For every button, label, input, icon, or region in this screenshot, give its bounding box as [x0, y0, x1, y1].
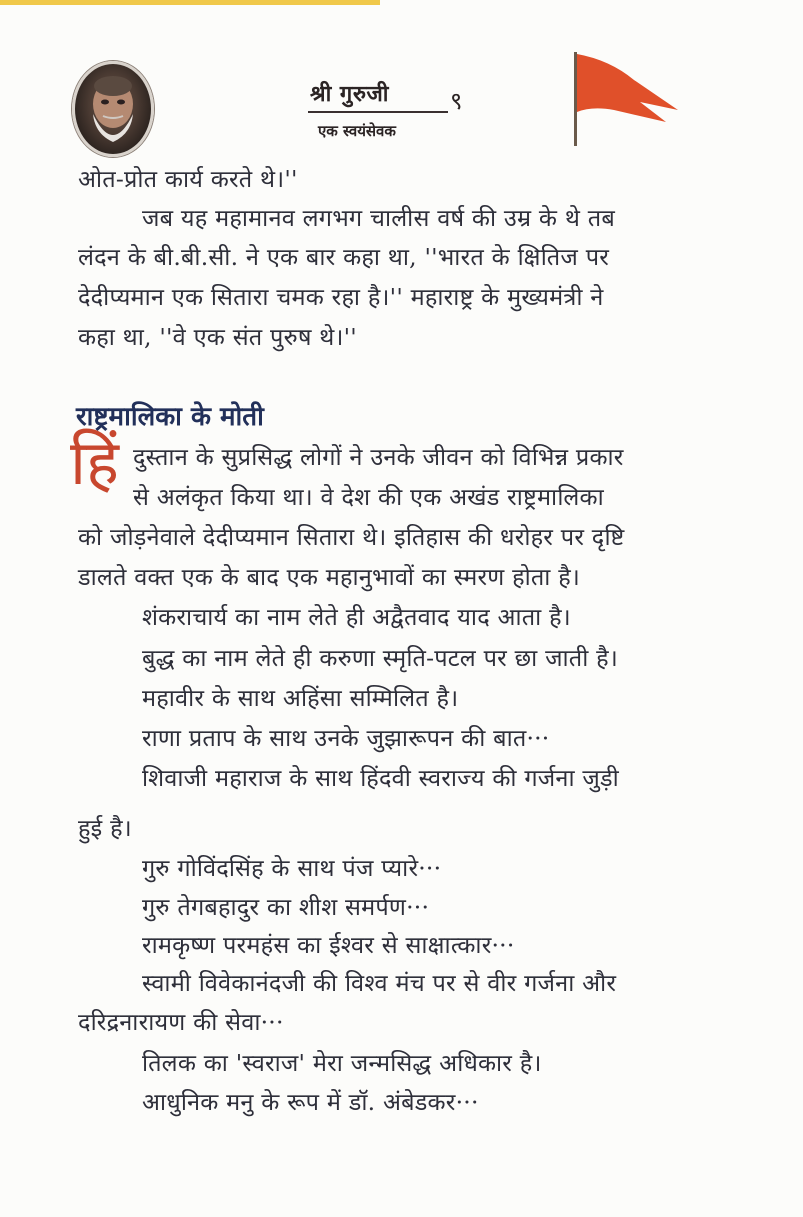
text-line: शंकराचार्य का नाम लेते ही अद्वैतवाद याद आता है।: [142, 603, 571, 631]
text-line: गुरु गोविंदसिंह के साथ पंज प्यारे···: [142, 854, 442, 882]
text-line: रामकृष्ण परमहंस का ईश्वर से साक्षात्कार···: [142, 931, 515, 959]
text-line: दुस्तान के सुप्रसिद्ध लोगों ने उनके जीवन को विभिन्न प्रकार: [133, 443, 624, 471]
text-line: स्वामी विवेकानंदजी की विश्व मंच पर से वीर गर्जना और: [142, 969, 617, 997]
header-subtitle: एक स्वयंसेवक: [318, 122, 396, 140]
text-line: देदीप्यमान एक सितारा चमक रहा है।'' महाराष्ट्र के मुख्यमंत्री ने: [78, 283, 604, 311]
text-line: शिवाजी महाराज के साथ हिंदवी स्वराज्य की गर्जना जुड़ी: [142, 764, 619, 792]
text-line: बुद्ध का नाम लेते ही करुणा स्मृति-पटल पर छा जाती है।: [142, 644, 618, 672]
author-portrait: [72, 61, 154, 157]
section-heading: राष्ट्रमालिका के मोती: [76, 402, 264, 432]
header-title: श्री गुरुजी: [310, 82, 389, 107]
saffron-flag-icon: [570, 50, 685, 146]
text-line: दरिद्रनारायण की सेवा···: [78, 1008, 284, 1036]
drop-cap: हिं: [70, 426, 119, 499]
text-line: कहा था, ''वे एक संत पुरुष थे।'': [78, 323, 357, 351]
text-line: हुई है।: [78, 814, 132, 842]
text-line: लंदन के बी.बी.सी. ने एक बार कहा था, ''भारत के क्षितिज पर: [78, 243, 610, 271]
text-line: महावीर के साथ अहिंसा सम्मिलित है।: [142, 684, 459, 712]
text-line: तिलक का 'स्वराज' मेरा जन्मसिद्ध अधिकार है।: [142, 1049, 542, 1077]
text-line: गुरु तेगबहादुर का शीश समर्पण···: [142, 893, 430, 921]
text-line: से अलंकृत किया था। वे देश की एक अखंड राष्ट्रमालिका: [133, 483, 604, 511]
text-line: आधुनिक मनु के रूप में डॉ. अंबेडकर···: [142, 1088, 479, 1116]
text-line: राणा प्रताप के साथ उनके जुझारूपन की बात···: [142, 724, 550, 752]
text-line: को जोड़नेवाले देदीप्यमान सितारा थे। इतिहास की धरोहर पर दृष्टि: [78, 523, 625, 551]
text-line: डालते वक्त एक के बाद एक महानुभावों का स्मरण होता है।: [78, 563, 581, 591]
text-line: ओत-प्रोत कार्य करते थे।'': [78, 165, 298, 193]
text-line: जब यह महामानव लगभग चालीस वर्ष की उम्र के थे तब: [142, 204, 615, 232]
header-divider: [308, 111, 448, 113]
top-accent-line: [0, 0, 380, 5]
page-number: ९: [450, 87, 463, 115]
portrait-illustration: [75, 64, 151, 154]
